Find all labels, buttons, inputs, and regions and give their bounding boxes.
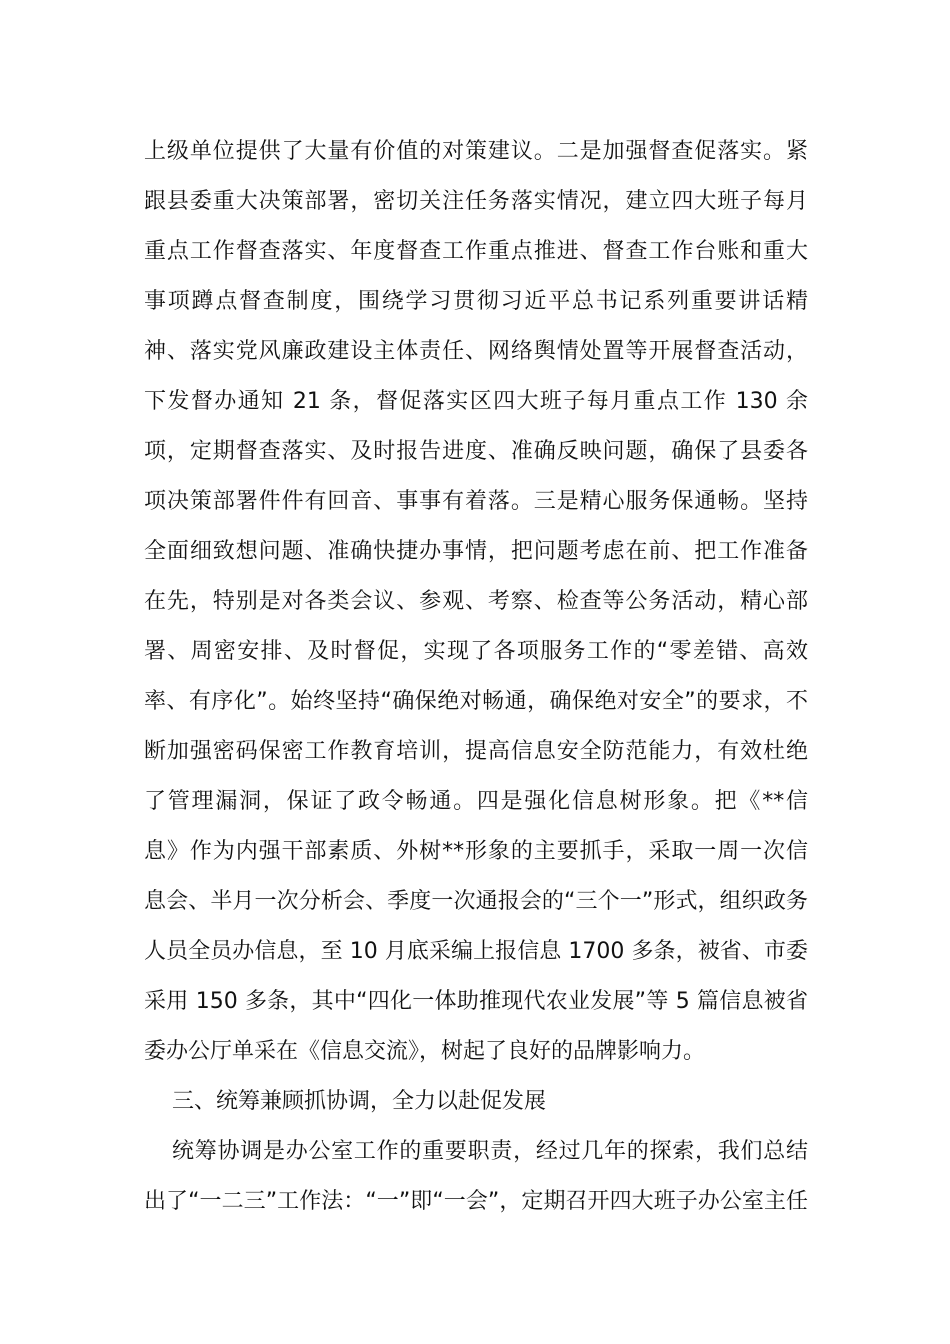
paragraph-line: 率、有序化”。始终坚持“确保绝对畅通，确保绝对安全”的要求，不 (144, 689, 808, 714)
paragraph-line: 在先，特别是对各类会议、参观、考察、检查等公务活动，精心部 (144, 589, 808, 614)
paragraph-line: 人员全员办信息，至 10 月底采编上报信息 1700 多条，被省、市委 (144, 939, 808, 964)
paragraph-line: 跟县委重大决策部署，密切关注任务落实情况，建立四大班子每月 (144, 189, 808, 214)
paragraph-line: 事项蹲点督查制度，围绕学习贯彻习近平总书记系列重要讲话精 (144, 289, 808, 314)
paragraph-line: 统筹协调是办公室工作的重要职责，经过几年的探索，我们总结 (172, 1139, 808, 1164)
paragraph-line: 下发督办通知 21 条，督促落实区四大班子每月重点工作 130 余 (144, 389, 808, 414)
paragraph-line: 断加强密码保密工作教育培训，提高信息安全防范能力，有效杜绝 (144, 739, 808, 764)
paragraph-line: 项决策部署件件有回音、事事有着落。三是精心服务保通畅。坚持 (144, 489, 808, 514)
paragraph-line: 出了“一二三”工作法：“一”即“一会”，定期召开四大班子办公室主任 (144, 1189, 808, 1214)
paragraph-line: 息会、半月一次分析会、季度一次通报会的“三个一”形式，组织政务 (144, 889, 808, 914)
paragraph-line: 全面细致想问题、准确快捷办事情，把问题考虑在前、把工作准备 (144, 539, 808, 564)
paragraph-line: 上级单位提供了大量有价值的对策建议。二是加强督查促落实。紧 (144, 139, 808, 164)
paragraph-line: 项，定期督查落实、及时报告进度、准确反映问题，确保了县委各 (144, 439, 808, 464)
paragraph-line: 了管理漏洞，保证了政令畅通。四是强化信息树形象。把《**信 (144, 789, 808, 814)
paragraph-line: 委办公厅单采在《信息交流》，树起了良好的品牌影响力。 (144, 1039, 706, 1064)
section-heading: 三、统筹兼顾抓协调，全力以赴促发展 (172, 1089, 547, 1114)
paragraph-line: 署、周密安排、及时督促，实现了各项服务工作的“零差错、高效 (144, 639, 808, 664)
paragraph-line: 息》作为内强干部素质、外树**形象的主要抓手，采取一周一次信 (144, 839, 808, 864)
paragraph-line: 重点工作督查落实、年度督查工作重点推进、督查工作台账和重大 (144, 239, 808, 264)
document-body (144, 127, 808, 1227)
paragraph-line: 采用 150 多条，其中“四化一体助推现代农业发展”等 5 篇信息被省 (144, 989, 808, 1014)
paragraph-line: 神、落实党风廉政建设主体责任、网络舆情处置等开展督查活动， (144, 339, 808, 364)
